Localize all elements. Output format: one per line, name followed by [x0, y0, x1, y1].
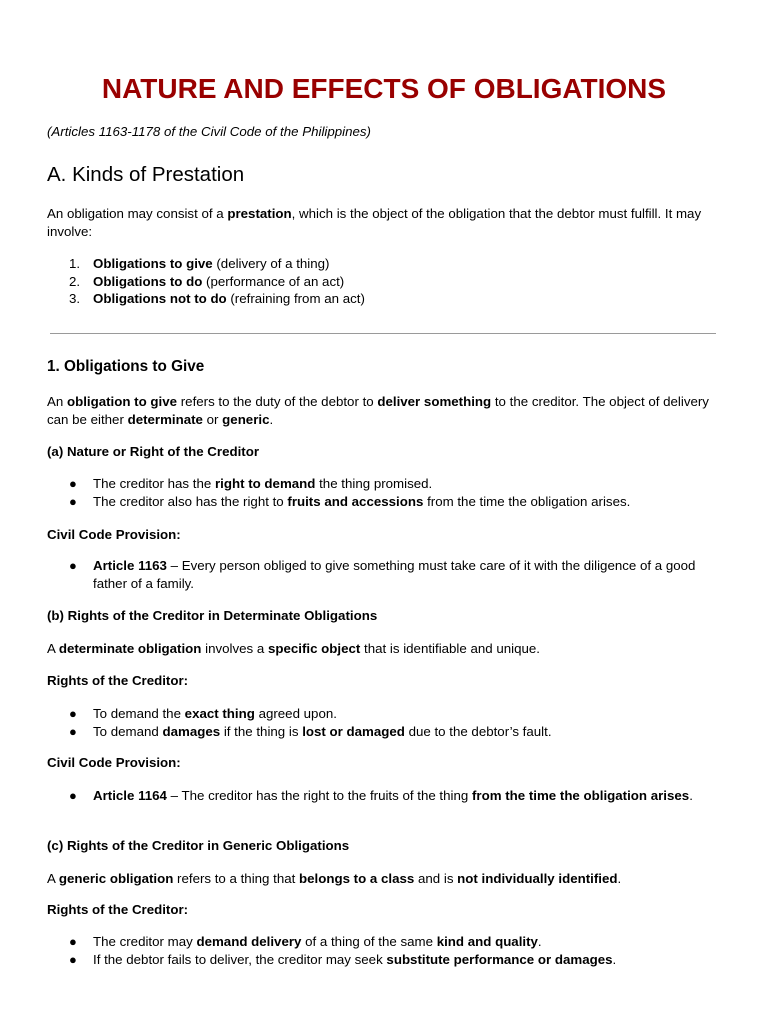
- civil-code-provision-label: Civil Code Provision:: [47, 755, 181, 770]
- bold-text: from the time the obligation arises: [471, 788, 690, 803]
- bold-text: Obligations to do: [93, 273, 203, 289]
- list-number: 3.: [69, 291, 81, 306]
- list-item: [47, 475, 723, 493]
- text-run: An obligation may consist of a: [47, 206, 228, 221]
- bold-text: determinate obligation: [58, 641, 202, 656]
- list-item: [47, 933, 723, 951]
- bold-text: exact thing: [184, 706, 255, 721]
- section-1-intro: [47, 393, 723, 428]
- text-run: (delivery of a thing): [212, 256, 330, 271]
- text-run: the thing promised.: [315, 476, 433, 491]
- subsection-a-heading: (a) Nature or Right of the Creditor: [47, 444, 260, 459]
- article-1164-list: [47, 787, 723, 805]
- text-run: An: [47, 394, 67, 409]
- list-item: [47, 255, 723, 273]
- text-run: (refraining from an act): [226, 291, 365, 306]
- text-run: if the thing is: [220, 723, 303, 739]
- bold-text: specific object: [267, 641, 361, 656]
- text-run: to the creditor. The object of delivery can be either: [47, 394, 709, 427]
- text-run: refers to a thing that: [173, 871, 300, 886]
- bold-text: kind and quality: [436, 934, 538, 949]
- bullet-icon: ●: [69, 723, 77, 739]
- generic-rights-list: [47, 933, 723, 968]
- text-run: due to the debtor’s fault.: [404, 723, 552, 739]
- civil-code-provision-label: Civil Code Provision:: [47, 527, 181, 542]
- text-run: agreed upon.: [254, 706, 337, 721]
- list-number: 2.: [69, 273, 81, 289]
- rights-of-creditor-label: Rights of the Creditor:: [47, 902, 189, 917]
- bold-text: Article 1163: [93, 558, 167, 573]
- bold-text: damages: [162, 723, 221, 739]
- bold-text: deliver something: [377, 394, 492, 409]
- text-run: of a thing of the same: [301, 934, 437, 949]
- bold-text: determinate: [127, 411, 203, 427]
- rights-of-creditor-label: Rights of the Creditor:: [47, 673, 189, 688]
- text-run: .: [612, 951, 617, 967]
- bullet-icon: ●: [69, 788, 77, 803]
- text-run: .: [617, 871, 622, 886]
- text-run: To demand: [93, 723, 163, 739]
- list-item: [47, 493, 723, 511]
- subsection-c-intro: [47, 870, 723, 888]
- list-item: [47, 273, 723, 291]
- bold-text: not individually identified: [457, 871, 618, 886]
- creditor-rights-list: [47, 475, 723, 510]
- text-run: and is: [414, 871, 458, 886]
- text-run: If the debtor fails to deliver, the creditor may seek: [93, 951, 387, 967]
- bold-text: belongs to a class: [299, 871, 415, 886]
- bold-text: Obligations not to do: [93, 291, 227, 306]
- prestation-kinds-list: [47, 255, 723, 308]
- bullet-icon: ●: [69, 493, 77, 509]
- text-run: from the time the obligation arises.: [423, 493, 631, 509]
- list-item: [47, 290, 723, 308]
- bold-text: obligation to give: [66, 394, 178, 409]
- text-run: .: [689, 788, 693, 803]
- text-run: – The creditor has the right to the fruits of the thing: [166, 788, 472, 803]
- text-run: involves a: [201, 641, 268, 656]
- text-run: The creditor may: [93, 934, 197, 949]
- list-item: [47, 557, 723, 592]
- bold-text: prestation: [227, 206, 292, 221]
- list-number: 1.: [69, 256, 81, 271]
- bullet-icon: ●: [69, 558, 77, 573]
- subsection-b-intro: [47, 640, 723, 658]
- bold-text: Obligations to give: [93, 256, 213, 271]
- bold-text: fruits and accessions: [287, 493, 424, 509]
- document-title: NATURE AND EFFECTS OF OBLIGATIONS: [101, 73, 667, 104]
- determinate-rights-list: [47, 705, 723, 740]
- text-run: .: [537, 934, 542, 949]
- bold-text: lost or damaged: [302, 723, 405, 739]
- text-run: .: [269, 411, 274, 427]
- bold-text: demand delivery: [196, 934, 302, 949]
- text-run: A: [47, 641, 59, 656]
- text-run: The creditor also has the right to: [93, 493, 288, 509]
- bullet-icon: ●: [69, 476, 77, 491]
- bullet-icon: ●: [69, 934, 77, 949]
- text-run: A: [47, 871, 59, 886]
- bullet-icon: ●: [69, 706, 77, 721]
- bold-text: right to demand: [214, 476, 316, 491]
- list-item: [47, 787, 723, 805]
- section-a-intro: [47, 205, 723, 240]
- section-divider: [50, 333, 716, 334]
- bold-text: Article 1164: [93, 788, 167, 803]
- bold-text: substitute performance or damages: [386, 951, 613, 967]
- list-item: [47, 723, 723, 741]
- article-1163-list: [47, 557, 723, 592]
- text-run: that is identifiable and unique.: [360, 641, 540, 656]
- bold-text: generic obligation: [58, 871, 174, 886]
- document-subtitle: (Articles 1163-1178 of the Civil Code of the Philippines): [47, 124, 371, 139]
- text-run: To demand the: [93, 706, 185, 721]
- text-run: (performance of an act): [202, 273, 345, 289]
- subsection-c-heading: (c) Rights of the Creditor in Generic Obligations: [47, 838, 350, 853]
- subsection-b-heading: (b) Rights of the Creditor in Determinate Obligations: [47, 608, 378, 623]
- list-item: [47, 705, 723, 723]
- text-run: refers to the duty of the debtor to: [177, 394, 378, 409]
- bullet-icon: ●: [69, 951, 77, 967]
- text-run: The creditor has the: [93, 476, 215, 491]
- section-1-heading: 1. Obligations to Give: [47, 358, 205, 375]
- text-run: , which is the object of the obligation that the debtor must fulfill. It may involve:: [47, 206, 702, 239]
- text-run: or: [202, 411, 223, 427]
- list-item: [47, 951, 723, 969]
- bold-text: generic: [222, 411, 270, 427]
- section-a-heading: A. Kinds of Prestation: [47, 163, 245, 186]
- text-run: – Every person obliged to give something must take care of it with the diligence of a good father of a family.: [93, 558, 696, 591]
